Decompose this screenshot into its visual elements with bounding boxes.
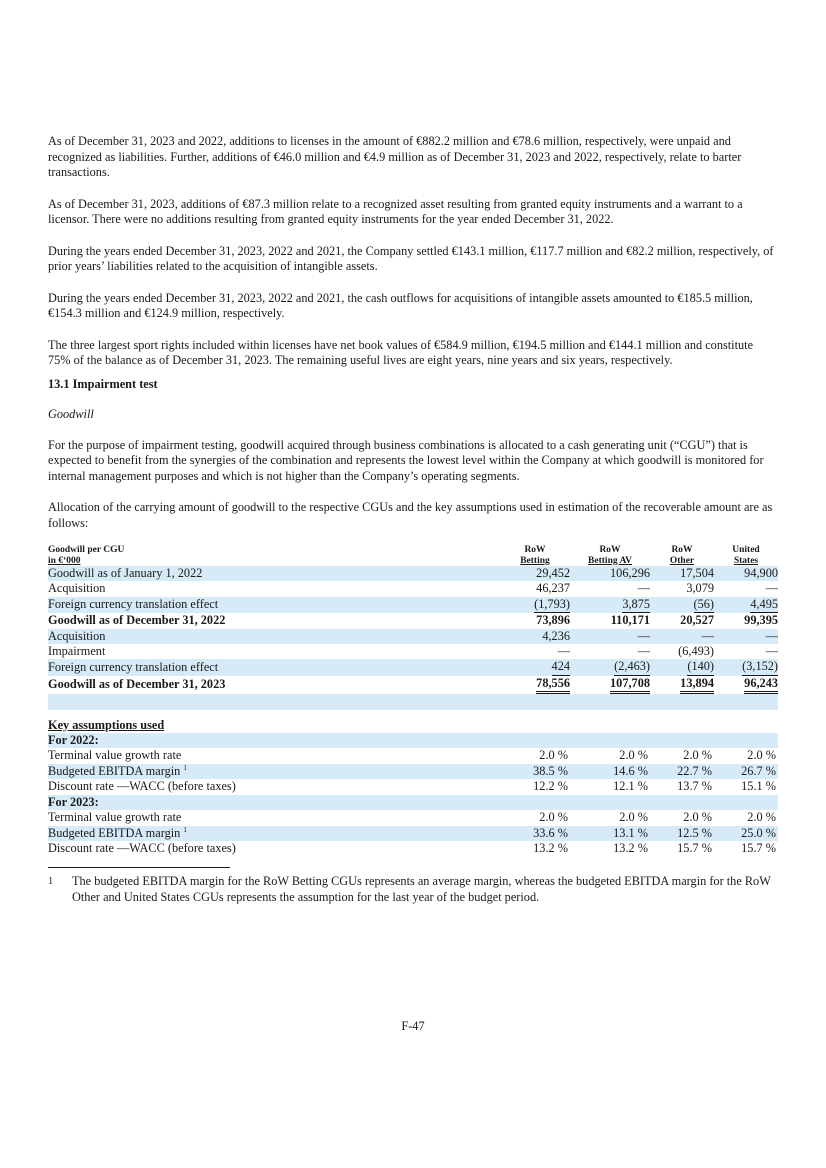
cell [570, 644, 650, 659]
value: 14.6 % [570, 764, 650, 779]
row-label: Discount rate —WACC (before taxes) [48, 840, 236, 855]
value: — [557, 644, 570, 659]
table-row-total [48, 676, 778, 694]
value: (3,152) [742, 659, 778, 675]
value: 13,894 [680, 676, 714, 694]
row-label: Goodwill as of December 31, 2023 [48, 677, 226, 692]
value: 99,395 [744, 613, 778, 628]
value: 20,527 [680, 613, 714, 628]
column-header-line-1: RoW [524, 545, 546, 555]
value: 25.0 % [714, 826, 778, 841]
value: (6,493) [678, 644, 714, 659]
cell [650, 659, 714, 675]
table-row [48, 826, 778, 841]
table-row [48, 748, 778, 763]
value: 3,875 [622, 597, 650, 613]
page-content [48, 134, 778, 905]
cell [650, 597, 714, 613]
value: 4,495 [750, 597, 778, 613]
footnote-divider [48, 867, 230, 868]
cell [650, 613, 714, 628]
value: — [637, 628, 650, 643]
value: 15.7 % [677, 840, 712, 855]
value: 2.0 % [619, 748, 648, 763]
row-label: Goodwill as of December 31, 2022 [48, 613, 226, 628]
table-spacer-row [48, 710, 778, 718]
cell [500, 676, 570, 694]
value: 78,556 [536, 676, 570, 694]
row-label [48, 764, 500, 779]
cell [650, 629, 714, 644]
value: 29,452 [536, 566, 570, 580]
value: 2.0 % [539, 810, 568, 825]
row-label: Terminal value growth rate [48, 748, 182, 763]
footnote-text: The budgeted EBITDA margin for the RoW Betting CGUs represents an average margin, whereas the budgeted EBITDA margin for the RoW Other and United States CGUs represents the assumption for the last year of the budget period. [72, 874, 771, 904]
cell [500, 644, 570, 659]
column-header-united-states [714, 545, 778, 566]
row-label: Impairment [48, 644, 106, 659]
cell [714, 659, 778, 675]
value: 2.0 % [539, 748, 568, 763]
cell [500, 581, 570, 596]
footnote-marker: 1 [183, 763, 187, 772]
header-label-line-2: in €‘000 [48, 555, 81, 566]
value: 2.0 % [619, 810, 648, 825]
table-row [48, 764, 778, 779]
value: — [701, 628, 714, 643]
cell [650, 676, 714, 694]
table-row [48, 659, 778, 675]
value: 2.0 % [747, 748, 776, 763]
assumptions-year-row [48, 733, 778, 748]
cell [714, 597, 778, 613]
row-label: Foreign currency translation effect [48, 597, 500, 613]
cell [570, 629, 650, 644]
section-heading: 13.1 Impairment test [48, 376, 158, 391]
value: 13.7 % [677, 779, 712, 794]
value: 15.1 % [741, 779, 776, 794]
table-row [48, 810, 778, 825]
header-label-line-1: Goodwill per CGU [48, 545, 125, 555]
paragraph-equity-instruments: As of December 31, 2023, additions of €87.3 million relate to a recognized asset resulting from granted equity instruments and a warrant to a licensor. There were no additions resulting from granted equity instruments for the year ended December 31, 2022. [48, 196, 743, 226]
column-header-line-1: RoW [599, 545, 621, 555]
table-spacer-row [48, 694, 778, 709]
table-row [48, 644, 778, 659]
table-row [48, 629, 778, 644]
cell [714, 581, 778, 596]
cell [650, 644, 714, 659]
column-header-line-1: United [732, 545, 760, 555]
value: 2.0 % [683, 810, 712, 825]
value: 13.2 % [533, 840, 568, 855]
value: 12.2 % [533, 779, 568, 794]
cell [570, 566, 650, 581]
value: — [765, 628, 778, 643]
table-header-row [48, 545, 778, 566]
cell [500, 597, 570, 613]
footnote-number: 1 [48, 876, 54, 888]
value: 73,896 [536, 613, 570, 628]
goodwill-table [48, 545, 778, 856]
value: 2.0 % [683, 748, 712, 763]
paragraph-cash-outflows: During the years ended December 31, 2023, 2022 and 2021, the cash outflows for acquisitions of intangible assets amounted to €185.5 million, €154.3 million and €124.9 million, respectively. [48, 290, 753, 320]
paragraph-sport-rights: The three largest sport rights included within licenses have net book values of €584.9 million, €194.5 million and €144.1 million and constitute 75% of the balance as of December 31, 2023. The remaining useful lives are eight years, nine years and six years, respectively. [48, 337, 754, 367]
value: (1,793) [534, 597, 570, 613]
table-row [48, 779, 778, 794]
table-row [48, 566, 778, 581]
cell [714, 566, 778, 581]
paragraph-unpaid-licenses: As of December 31, 2023 and 2022, additions to licenses in the amount of €882.2 million and €78.6 million, respectively, were unpaid and recognized as liabilities. Further, additions of €46.0 million and €4.9 million as of December 31, 2023 and 2022, respectively, relate to barter transactions. [48, 134, 742, 179]
value: 13.1 % [570, 826, 650, 841]
column-header-line-2: Betting AV [588, 555, 632, 566]
value: 13.2 % [613, 840, 648, 855]
row-label: Acquisition [48, 581, 106, 596]
value: 38.5 % [500, 764, 570, 779]
value: 4,236 [542, 628, 570, 643]
cell [500, 629, 570, 644]
column-header-row-other [650, 545, 714, 566]
table-row [48, 581, 778, 596]
footnote-marker: 1 [183, 825, 187, 834]
cell [570, 676, 650, 694]
value: 107,708 [610, 676, 650, 694]
cell [714, 629, 778, 644]
value: 26.7 % [714, 764, 778, 779]
value: — [637, 644, 650, 659]
subheading-goodwill: Goodwill [48, 407, 94, 421]
row-label: Foreign currency translation effect [48, 659, 500, 675]
footnote [48, 874, 778, 904]
cell [714, 644, 778, 659]
value: 94,900 [744, 566, 778, 580]
value: (140) [687, 659, 714, 675]
cell [714, 676, 778, 694]
row-label [48, 826, 500, 841]
row-label: Goodwill as of January 1, 2022 [48, 566, 500, 581]
value: 22.7 % [650, 764, 714, 779]
column-header-line-2: Betting [520, 555, 550, 566]
cell [570, 597, 650, 613]
value: 3,079 [686, 581, 714, 596]
row-label: Discount rate —WACC (before taxes) [48, 779, 236, 794]
value: — [765, 581, 778, 596]
paragraph-cgu-definition: For the purpose of impairment testing, goodwill acquired through business combinations is allocated to a cash generating unit (“CGU”) that is expected to benefit from the synergies of the combination and represents the lowest level within the Company at which goodwill is monitored for internal management purposes and which is not higher than the Company’s operating segments. [48, 437, 764, 483]
cell [500, 566, 570, 581]
header-label [48, 545, 500, 566]
assumptions-year: For 2022: [48, 733, 500, 748]
cell [570, 581, 650, 596]
column-header-row-betting-av [570, 545, 650, 566]
value: 12.1 % [613, 779, 648, 794]
value: (56) [694, 597, 715, 613]
table-row [48, 841, 778, 856]
table-row-total [48, 613, 778, 628]
cell [500, 659, 570, 675]
value: 96,243 [744, 676, 778, 694]
value: 106,296 [610, 566, 650, 580]
value: 15.7 % [741, 840, 776, 855]
cell [500, 613, 570, 628]
value: — [765, 644, 778, 659]
column-header-line-2: Other [669, 555, 695, 566]
table-row [48, 597, 778, 613]
page-number: F-47 [401, 1019, 425, 1033]
assumptions-title: Key assumptions used [48, 717, 165, 732]
cell [650, 581, 714, 596]
cell [570, 613, 650, 628]
column-header-line-2: States [733, 555, 759, 566]
cell [650, 566, 714, 581]
assumptions-year-row [48, 795, 778, 810]
paragraph-allocation: Allocation of the carrying amount of goodwill to the respective CGUs and the key assumptions used in estimation of the recoverable amount are as follows: [48, 500, 773, 530]
column-header-row-betting [500, 545, 570, 566]
row-label-text: Budgeted EBITDA margin [48, 763, 181, 778]
row-label-text: Budgeted EBITDA margin [48, 825, 181, 840]
assumptions-year: For 2023: [48, 795, 500, 810]
value: — [637, 581, 650, 596]
paragraph-settled-liabilities: During the years ended December 31, 2023, 2022 and 2021, the Company settled €143.1 million, €117.7 million and €82.2 million, respectively, of prior years’ liabilities related to the acquisition of intangible assets. [48, 243, 774, 273]
value: 17,504 [680, 566, 714, 580]
cell [570, 659, 650, 675]
row-label: Acquisition [48, 629, 500, 644]
value: 46,237 [536, 581, 570, 596]
row-label: Terminal value growth rate [48, 810, 182, 825]
value: 110,171 [610, 613, 650, 628]
value: 424 [552, 659, 570, 675]
cell [714, 613, 778, 628]
value: 2.0 % [747, 810, 776, 825]
value: 33.6 % [500, 826, 570, 841]
value: 12.5 % [650, 826, 714, 841]
column-header-line-1: RoW [671, 545, 693, 555]
assumptions-title-row [48, 718, 778, 733]
value: (2,463) [614, 659, 650, 675]
